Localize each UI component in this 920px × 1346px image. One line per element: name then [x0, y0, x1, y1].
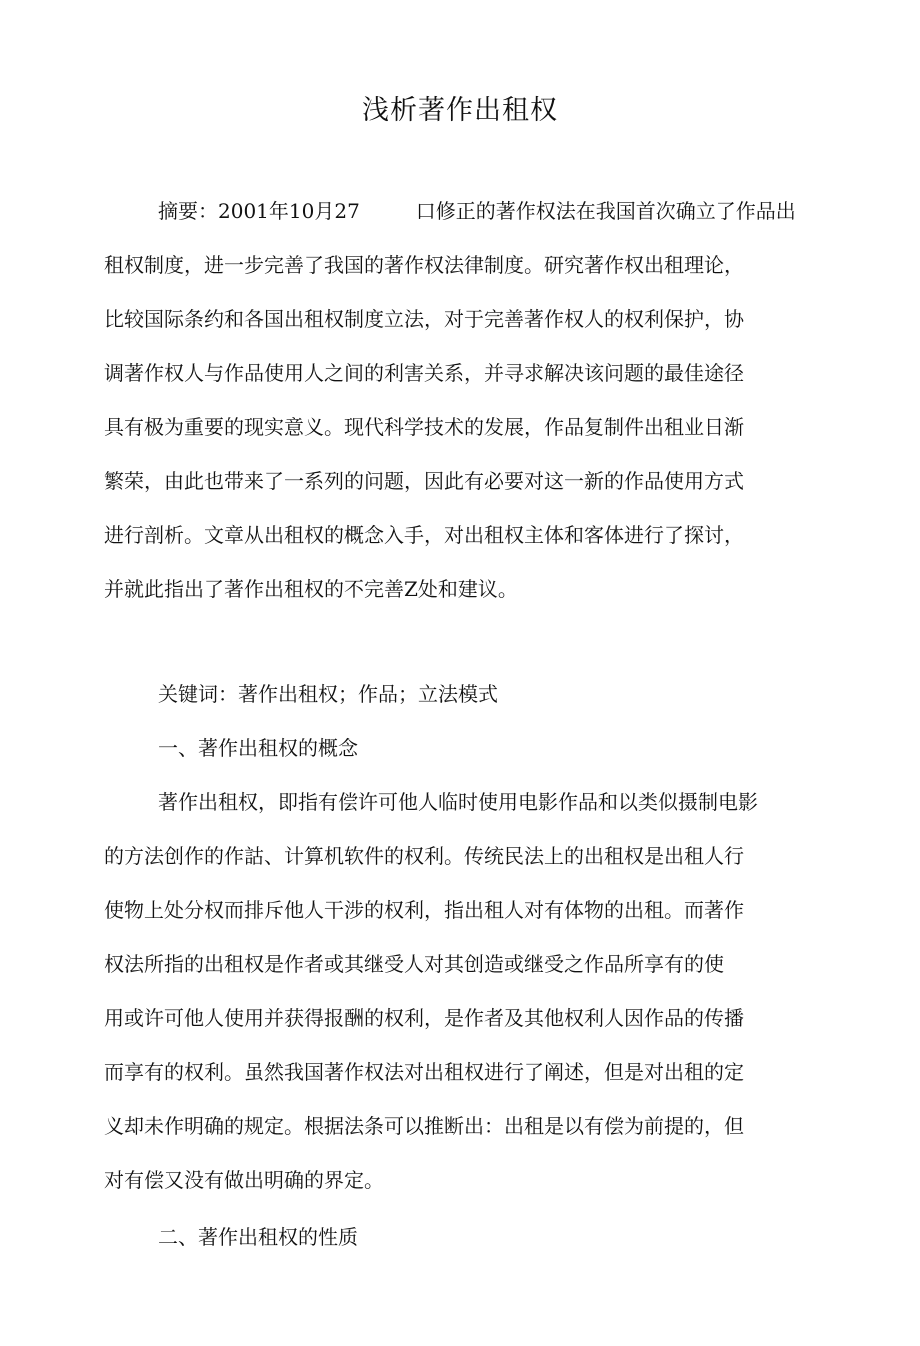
section1-line: 而享有的权利。虽然我国著作权法对出租权进行了阐述，但是对出租的定: [104, 1060, 744, 1084]
abstract-line-part: 摘要：2001年10月27: [158, 199, 360, 223]
section1-line: 用或许可他人使用并获得报酬的权利，是作者及其他权利人因作品的传播: [104, 1006, 744, 1030]
section1-paragraph: [104, 775, 824, 1207]
section1-line: 使物上处分权而排斥他人干涉的权利，指出租人对有体物的出租。而著作: [104, 898, 744, 922]
document-title: 浅析著作出租权: [362, 95, 558, 126]
abstract-line-part: 口修正的著作权法在我国首次确立了作品出: [415, 199, 796, 223]
abstract-line: 进行剖析。文章从出租权的概念入手，对出租权主体和客体进行了探讨，: [104, 523, 744, 547]
section2-heading: 二、著作出租权的性质: [158, 1225, 358, 1249]
section1-line: 著作出租权，即指有偿许可他人临时使用电影作品和以类似摄制电影: [158, 790, 758, 814]
section1-heading-block: [104, 721, 824, 775]
section1-line: 权法所指的出租权是作者或其继受人对其创造或继受之作品所享有的使: [104, 952, 724, 976]
abstract-line: 比较国际条约和各国出租权制度立法，对于完善著作权人的权利保护，协: [104, 307, 744, 331]
keywords-line: 关键词：著作出租权；作品；立法模式: [158, 682, 498, 706]
abstract-line: 繁荣，由此也带来了一系列的问题，因此有必要对这一新的作品使用方式: [104, 469, 744, 493]
abstract-line: [104, 184, 824, 238]
section1-line: 的方法创作的作詁、计算机软件的权利。传统民法上的出租权是出租人行: [104, 844, 744, 868]
section1-line: 义却未作明确的规定。根据法条可以推断出：出租是以有偿为前提的，但: [104, 1114, 744, 1138]
abstract-paragraph: [104, 184, 824, 616]
abstract-line: 并就此指出了著作出租权的不完善Z处和建议。: [104, 577, 518, 601]
keywords-block: [104, 667, 824, 721]
abstract-line: 具有极为重要的现实意义。现代科学技术的发展，作品复制件出租业日渐: [104, 415, 744, 439]
section1-line: 对有偿又没有做出明确的界定。: [104, 1168, 384, 1192]
section1-heading: 一、著作出租权的概念: [158, 736, 358, 760]
abstract-line: 调著作权人与作品使用人之间的利害关系，并寻求解决该问题的最佳途径: [104, 361, 744, 385]
abstract-line: 租权制度，进一步完善了我国的著作权法律制度。研究著作权出租理论，: [104, 253, 744, 277]
section2-heading-block: [104, 1210, 824, 1264]
